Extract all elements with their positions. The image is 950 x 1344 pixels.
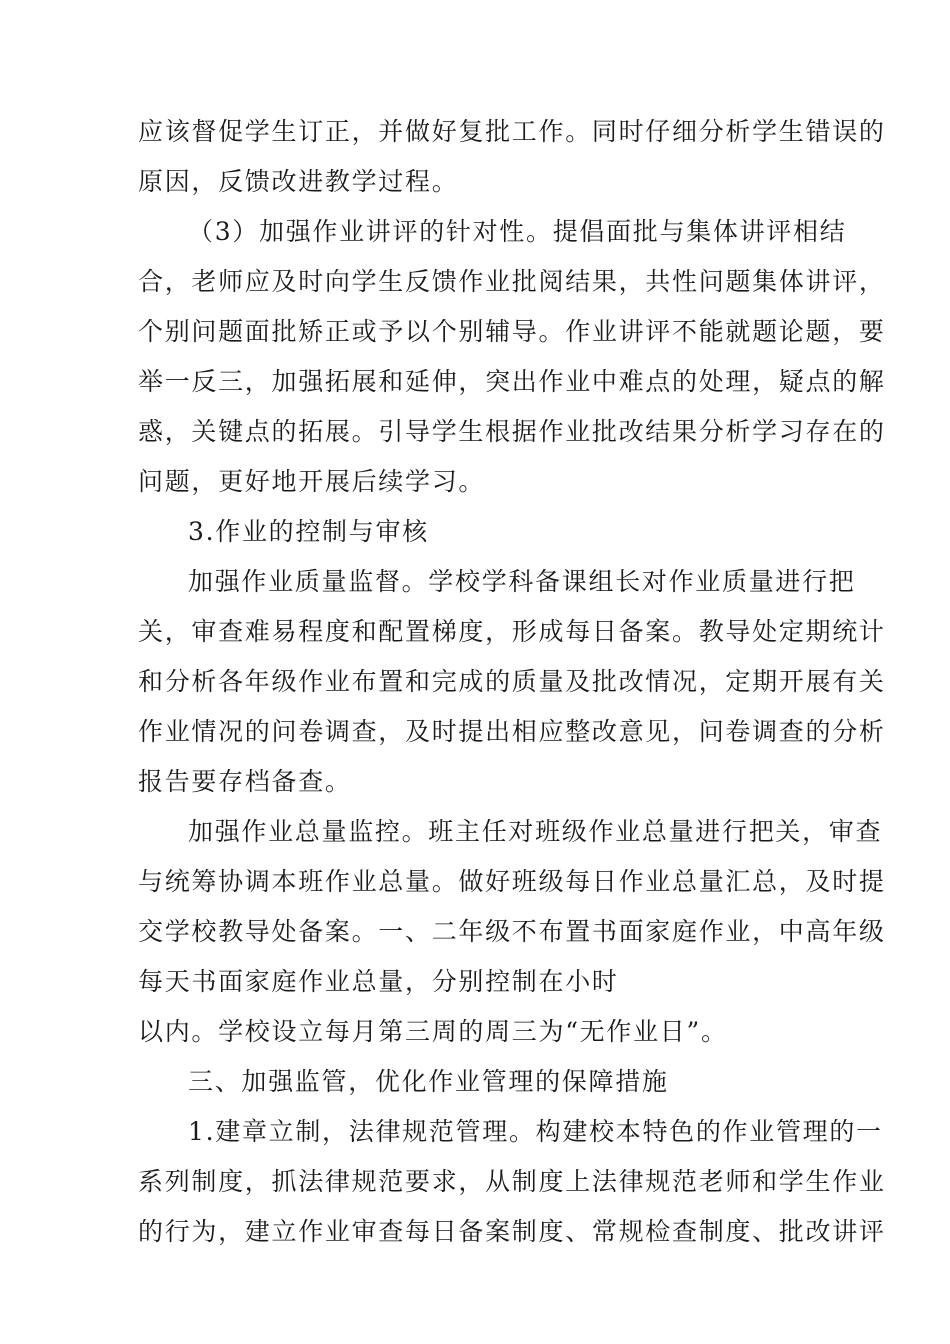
paragraph-line: 惑，关键点的拓展。引导学生根据作业批改结果分析学习存在的	[138, 417, 886, 446]
paragraph-line: 合，老师应及时向学生反馈作业批阅结果，共性问题集体讲评，	[138, 267, 886, 296]
section-heading: 三、加强监管，优化作业管理的保障措施	[188, 1067, 669, 1096]
paragraph-line: 交学校教导处备案。一、二年级不布置书面家庭作业，中高年级	[138, 917, 886, 946]
paragraph-line: 每天书面家庭作业总量，分别控制在小时	[138, 967, 619, 996]
paragraph-line: 作业情况的问卷调查，及时提出相应整改意见，问卷调查的分析	[138, 717, 886, 746]
paragraph-line: 应该督促学生订正，并做好复批工作。同时仔细分析学生错误的	[138, 117, 886, 146]
paragraph-line: 报告要存档备查。	[138, 767, 352, 796]
paragraph-line: 与统筹协调本班作业总量。做好班级每日作业总量汇总，及时提	[138, 867, 886, 896]
paragraph-line: 关，审查难易程度和配置梯度，形成每日备案。教导处定期统计	[138, 617, 886, 646]
paragraph-line: 1.建章立制，法律规范管理。构建校本特色的作业管理的一	[188, 1117, 883, 1146]
section-heading: 3.作业的控制与审核	[188, 517, 429, 546]
paragraph-line: 的行为，建立作业审查每日备案制度、常规检查制度、批改讲评	[138, 1217, 886, 1246]
paragraph-line: 举一反三，加强拓展和延伸，突出作业中难点的处理，疑点的解	[138, 367, 886, 396]
paragraph-line: 原因，反馈改进教学过程。	[138, 167, 459, 196]
paragraph-line: 系列制度，抓法律规范要求，从制度上法律规范老师和学生作业	[138, 1167, 886, 1196]
paragraph-line: 和分析各年级作业布置和完成的质量及批改情况，定期开展有关	[138, 667, 886, 696]
paragraph-line: 加强作业质量监督。学校学科备课组长对作业质量进行把	[188, 567, 856, 596]
paragraph-line: 以内。学校设立每月第三周的周三为“无作业日”。	[138, 1017, 728, 1046]
paragraph-line: 加强作业总量监控。班主任对班级作业总量进行把关，审查	[188, 817, 883, 846]
paragraph-line: （3）加强作业讲评的针对性。提倡面批与集体讲评相结	[188, 217, 847, 246]
paragraph-line: 个别问题面批矫正或予以个别辅导。作业讲评不能就题论题，要	[138, 317, 886, 346]
paragraph-line: 问题，更好地开展后续学习。	[138, 467, 486, 496]
